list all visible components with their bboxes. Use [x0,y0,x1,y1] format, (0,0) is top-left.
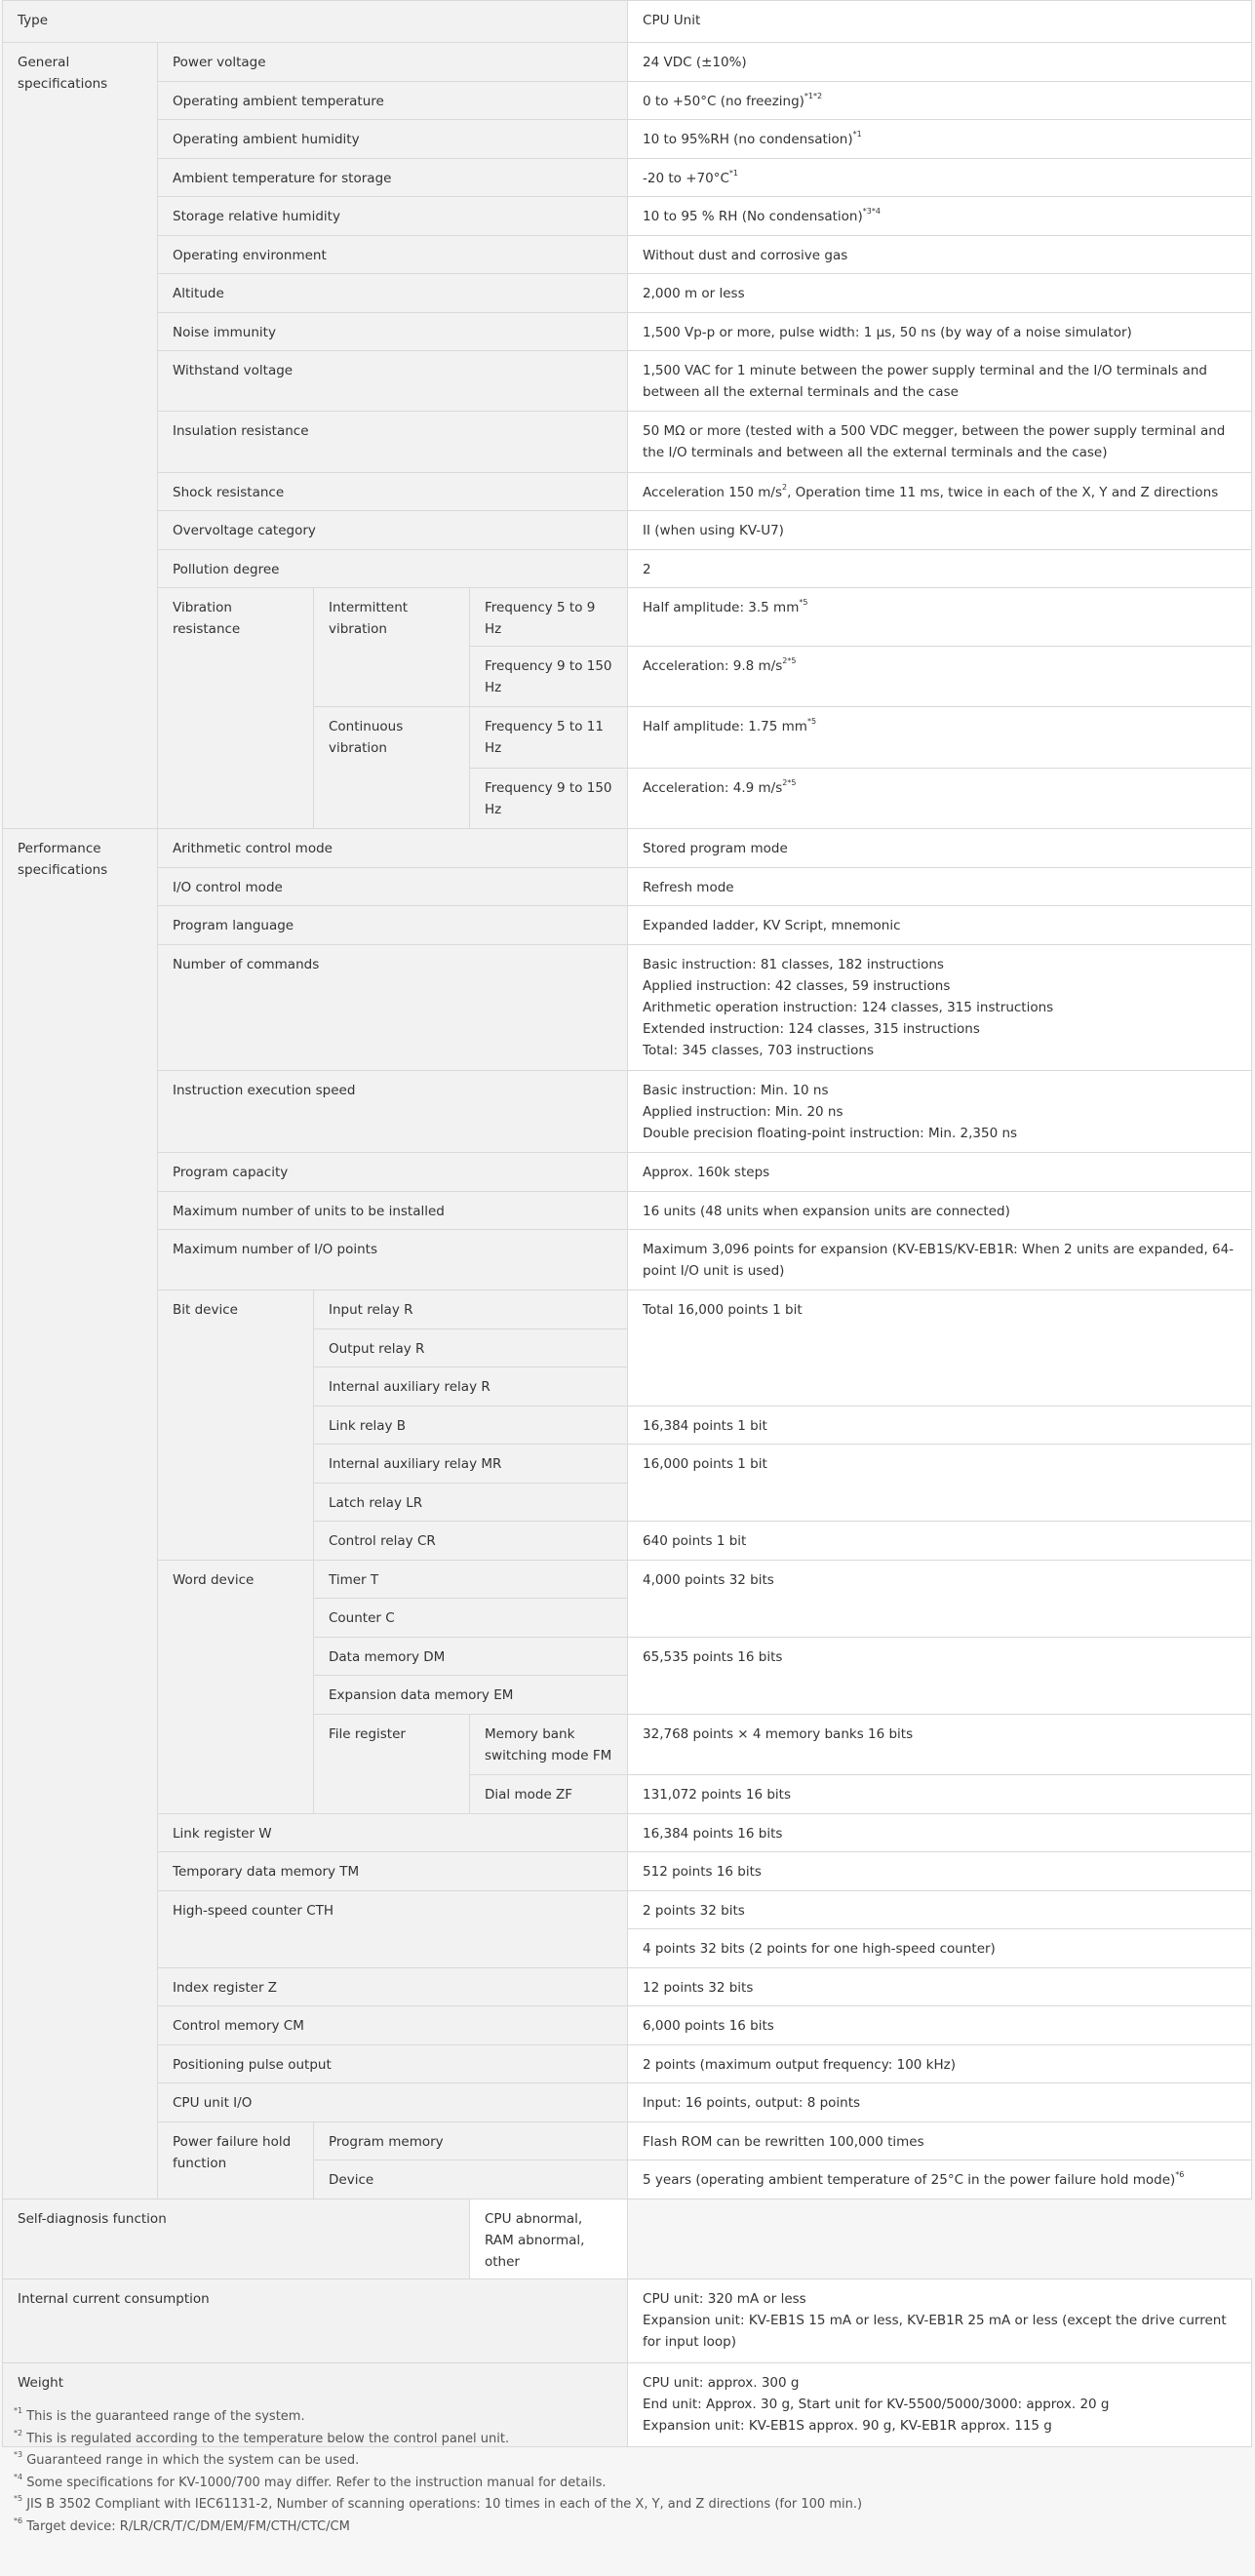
op-temp-value: 0 to +50°C (no freezing)$^{*1*2}$ [628,82,1252,120]
op-temp-label: Operating ambient temperature [158,82,628,120]
arith-label: Arithmetic control mode [158,829,628,868]
temp-dm-value: 512 points 16 bits [628,1852,1252,1891]
control-relay-value: 640 points 1 bit [628,1522,1252,1561]
link-relay-value: 16,384 points 1 bit [628,1407,1252,1445]
noise-label: Noise immunity [158,313,628,351]
capacity-value: Approx. 160k steps [628,1153,1252,1192]
footnote: $^{*1}$ This is the guaranteed range of the system. [14,2406,305,2424]
insulation-label: Insulation resistance [158,412,628,473]
op-humidity-label: Operating ambient humidity [158,120,628,159]
pollution-value: 2 [628,550,1252,588]
data-memory-label: Data memory DM [314,1638,628,1676]
overvoltage-label: Overvoltage category [158,511,628,550]
latch-relay-label: Latch relay LR [314,1484,628,1522]
output-relay-label: Output relay R [314,1329,628,1367]
insulation-value: 50 MΩ or more (tested with a 500 VDC megger, between the power supply terminal and the I/O terminals and between all the external terminals and the case) [628,412,1252,473]
pollution-label: Pollution degree [158,550,628,588]
power-fail-label: Power failure hold function [158,2122,314,2200]
current-label: Internal current consumption [3,2279,628,2363]
shock-label: Shock resistance [158,473,628,511]
environment-value: Without dust and corrosive gas [628,236,1252,274]
temp-dm-label: Temporary data memory TM [158,1852,628,1891]
control-memory-value: 6,000 points 16 bits [628,2006,1252,2045]
relay-r-value: Total 16,000 points 1 bit [628,1290,1252,1407]
altitude-label: Altitude [158,274,628,313]
footnotes [14,2406,1242,2538]
intermittent-freq-1: Frequency 5 to 9 Hz [470,588,628,647]
io-mode-label: I/O control mode [158,868,628,906]
index-register-value: 12 points 32 bits [628,1968,1252,2006]
commands-value: Basic instruction: 81 classes, 182 instructions Applied instruction: 42 classes, 59 instructions Arithmetic operation instruction: 124 classes, 315 instructions Extended instruction: 124 classes, 315 instructions Total: 345 classes, 703 instructions [628,945,1252,1071]
footnote: $^{*4}$ Some specifications for KV-1000/700 may differ. Refer to the instruction manual for details. [14,2472,607,2490]
hsc-value-2: 4 points 32 bits (2 points for one high-speed counter) [628,1929,1252,1968]
bit-device-label: Bit device [158,1290,314,1561]
zf-mode-label: Dial mode ZF [470,1775,628,1814]
language-label: Program language [158,906,628,945]
speed-value: Basic instruction: Min. 10 ns Applied instruction: Min. 20 ns Double precision floating-point instruction: Min. 2,350 ns [628,1071,1252,1153]
control-relay-label: Control relay CR [314,1522,628,1561]
mr-relay-label: Internal auxiliary relay MR [314,1445,628,1484]
link-register-value: 16,384 points 16 bits [628,1814,1252,1852]
arith-value: Stored program mode [628,829,1252,868]
withstand-value: 1,500 VAC for 1 minute between the power supply terminal and the I/O terminals and between all the external terminals and the case [628,351,1252,412]
speed-label: Instruction execution speed [158,1071,628,1153]
altitude-value: 2,000 m or less [628,274,1252,313]
commands-label: Number of commands [158,945,628,1071]
expansion-dm-label: Expansion data memory EM [314,1676,628,1715]
file-register-label: File register [314,1715,470,1814]
cpu-io-value: Input: 16 points, output: 8 points [628,2083,1252,2122]
storage-temp-label: Ambient temperature for storage [158,159,628,197]
noise-value: 1,500 Vp-p or more, pulse width: 1 µs, 50 ns (by way of a noise simulator) [628,313,1252,351]
type-label: Type [3,1,628,43]
word-device-label: Word device [158,1561,314,1814]
footnote: $^{*5}$ JIS B 3502 Compliant with IEC61131-2, Number of scanning operations: 10 times in each of the X, Y, and Z directions (for 100 min.) [14,2494,863,2512]
weight-label: Weight [3,2363,628,2447]
overvoltage-value: II (when using KV-U7) [628,511,1252,550]
zf-mode-value: 131,072 points 16 bits [628,1775,1252,1814]
intermittent-value-2: Acceleration: 9.8 $m/s^{2*5}$ [628,647,1252,707]
continuous-freq-2: Frequency 9 to 150 Hz [470,769,628,829]
link-relay-label: Link relay B [314,1407,628,1445]
control-memory-label: Control memory CM [158,2006,628,2045]
max-units-label: Maximum number of units to be installed [158,1192,628,1230]
fm-mode-value: 32,768 points × 4 memory banks 16 bits [628,1715,1252,1775]
program-memory-value: Flash ROM can be rewritten 100,000 times [628,2122,1252,2160]
timer-counter-value: 4,000 points 32 bits [628,1561,1252,1638]
device-value: 5 years (operating ambient temperature of 25°C in the power failure hold mode)$^{*6}$ [628,2160,1252,2200]
internal-relay-label: Internal auxiliary relay R [314,1367,628,1407]
max-units-value: 16 units (48 units when expansion units are connected) [628,1192,1252,1230]
performance-specs-label: Performance specifications [3,829,158,2200]
hsc-value-1: 2 points 32 bits [628,1891,1252,1929]
device-label: Device [314,2160,628,2200]
mr-relay-value: 16,000 points 1 bit [628,1445,1252,1522]
continuous-vibration-label: Continuous vibration [314,707,470,829]
withstand-label: Withstand voltage [158,351,628,412]
row-type [3,1,1252,43]
footnote: $^{*3}$ Guaranteed range in which the system can be used. [14,2450,360,2468]
continuous-value-2: Acceleration: 4.9 $m/s^{2*5}$ [628,769,1252,829]
op-humidity-value: 10 to 95%RH (no condensation)$^{*1}$ [628,120,1252,159]
input-relay-label: Input relay R [314,1290,628,1329]
program-memory-label: Program memory [314,2122,628,2160]
self-diag-label: Self-diagnosis function [3,2200,470,2279]
self-diag-value: CPU abnormal, RAM abnormal, other [470,2200,628,2279]
storage-humidity-label: Storage relative humidity [158,197,628,236]
language-value: Expanded ladder, KV Script, mnemonic [628,906,1252,945]
vibration-label: Vibration resistance [158,588,314,829]
power-voltage-label: Power voltage [158,43,628,82]
counter-label: Counter C [314,1599,628,1638]
max-io-value: Maximum 3,096 points for expansion (KV-EB1S/KV-EB1R: When 2 units are expanded, 64-point I/O unit is used) [628,1230,1252,1290]
type-value: CPU Unit [628,1,1252,43]
current-value: CPU unit: 320 mA or less Expansion unit: KV-EB1S 15 mA or less, KV-EB1R 25 mA or less (except the drive current for input loop) [628,2279,1252,2363]
footnote: $^{*2}$ This is regulated according to the temperature below the control panel unit. [14,2428,510,2446]
environment-label: Operating environment [158,236,628,274]
max-io-label: Maximum number of I/O points [158,1230,628,1290]
hsc-label: High-speed counter CTH [158,1891,628,1968]
index-register-label: Index register Z [158,1968,628,2006]
link-register-label: Link register W [158,1814,628,1852]
pulse-output-value: 2 points (maximum output frequency: 100 kHz) [628,2045,1252,2083]
intermittent-freq-2: Frequency 9 to 150 Hz [470,647,628,707]
footnote: $^{*6}$ Target device: R/LR/CR/T/C/DM/EM/FM/CTH/CTC/CM [14,2516,350,2534]
cpu-io-label: CPU unit I/O [158,2083,628,2122]
storage-temp-value: -20 to $+70^\circ C^{*1}$ [628,159,1252,197]
weight-value: CPU unit: approx. 300 g End unit: Approx. 30 g, Start unit for KV-5500/5000/3000: approx. 20 g Expansion unit: KV-EB1S approx. 90 g, KV-EB1R approx. 115 g [628,2363,1252,2447]
continuous-freq-1: Frequency 5 to 11 Hz [470,707,628,769]
timer-label: Timer T [314,1561,628,1599]
pulse-output-label: Positioning pulse output [158,2045,628,2083]
power-voltage-value: 24 VDC (±10%) [628,43,1252,82]
capacity-label: Program capacity [158,1153,628,1192]
data-memory-value: 65,535 points 16 bits [628,1638,1252,1715]
continuous-value-1: Half amplitude: 1.75 $mm^{*5}$ [628,707,1252,769]
intermittent-value-1: Half amplitude: 3.5 $mm^{*5}$ [628,588,1252,647]
shock-value: Acceleration 150 $m/s^2$, Operation time 11 ms, twice in each of the X, Y and Z directions [628,473,1252,511]
spec-table [2,0,1252,2447]
storage-humidity-value: 10 to 95 % RH (No condensation)$^{*3*4}$ [628,197,1252,236]
io-mode-value: Refresh mode [628,868,1252,906]
general-specs-label: General specifications [3,43,158,829]
fm-mode-label: Memory bank switching mode FM [470,1715,628,1775]
intermittent-vibration-label: Intermittent vibration [314,588,470,707]
